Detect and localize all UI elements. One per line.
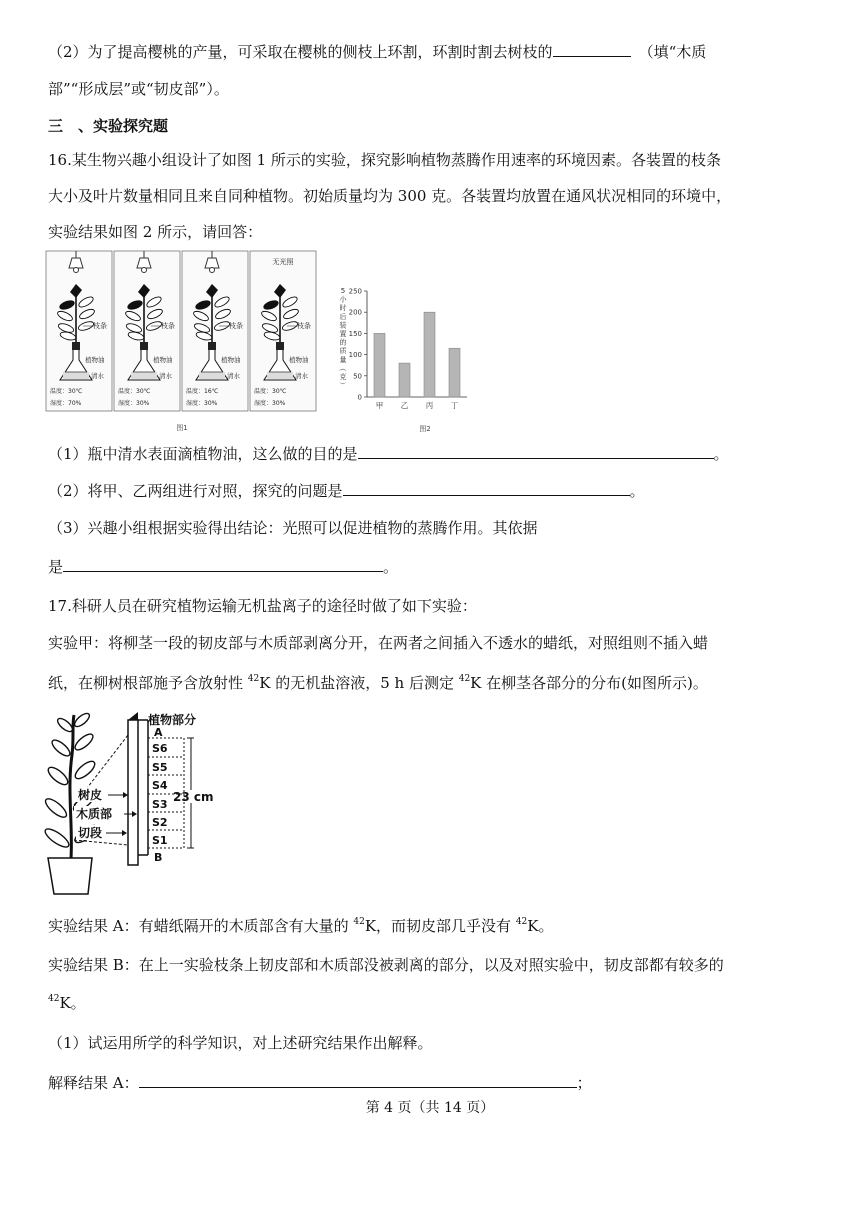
bar [374, 333, 385, 397]
q17-sub1: （1）试运用所学的科学知识，对上述研究结果作出解释。 [48, 1034, 433, 1052]
segment-label: S5 [152, 761, 168, 774]
answer-blank[interactable] [63, 556, 383, 572]
isotope-superscript: 42 [353, 917, 365, 927]
y-tick-label: 0 [357, 393, 362, 402]
oil-label: 植物油 [153, 356, 173, 364]
temperature-label: 温度：30℃ [50, 388, 83, 395]
answer-blank[interactable] [358, 443, 714, 459]
q17-explain-a [48, 1072, 592, 1093]
q17-text-b: K 的无机盐溶液，5 h 后测定 [259, 674, 459, 692]
y-axis-label-char: 量 [339, 355, 347, 364]
q15-sub2-line2: 部”“形成层”或“韧皮部”）。 [48, 80, 229, 98]
label-bark: 树皮 [78, 788, 103, 802]
branch-label: 枝条 [229, 322, 243, 330]
y-axis-label-char: 后 [339, 312, 347, 321]
no-light-label: 无光照 [272, 258, 294, 266]
y-tick-label: 150 [348, 329, 362, 338]
label-b: B [154, 851, 163, 864]
q17-stem-line3 [48, 673, 708, 693]
q17-result-b-line1: 实验结果 B：在上一实验枝条上韧皮部和木质部没被剥离的部分，以及对照实验中，韧皮部都有较多的 [48, 956, 724, 974]
x-tick-label: 丁 [450, 401, 459, 410]
isotope-superscript: 42 [515, 917, 528, 927]
q16-sub3-line1: （3）兴趣小组根据实验得出结论：光照可以促进植物的蒸腾作用。其依据 [48, 519, 538, 537]
humidity-label: 湿度：30% [118, 400, 150, 407]
isotope-superscript: 42 [48, 994, 60, 1004]
explain-a-end: ； [576, 1074, 592, 1092]
answer-blank[interactable] [343, 480, 630, 496]
q17-stem-line2: 实验甲：将柳茎一段的韧皮部与木质部剥离分开，在两者之间插入不透水的蜡纸，对照组则不插入蜡 [48, 634, 709, 652]
humidity-label: 湿度：70% [50, 400, 82, 407]
plant-stem [70, 715, 74, 858]
label-length: 23 cm [173, 790, 214, 804]
q16-sub3-text: 是 [48, 558, 64, 576]
q16-sub1 [48, 443, 729, 464]
y-tick-label: 100 [348, 351, 362, 360]
segment-label: S3 [152, 798, 168, 811]
y-tick-label: 250 [348, 287, 362, 296]
fig2-caption: 图2 [419, 425, 431, 433]
label-plant-part: 植物部分 [148, 713, 197, 727]
bark-strip [128, 720, 138, 865]
x-tick-label: 丙 [425, 401, 434, 410]
q16-stem-line1: 16.某生物兴趣小组设计了如图 1 所示的实验，探究影响植物蒸腾作用速率的环境因素。各装置的枝条 [48, 151, 721, 169]
y-axis-label-char: 装 [339, 321, 347, 330]
oil-label: 植物油 [289, 356, 309, 364]
q16-sub1-end: 。 [713, 445, 729, 463]
q17-text-a: 纸，在柳树根部施予含放射性 [48, 674, 248, 692]
setup-panel [114, 251, 180, 411]
setup-panel [250, 251, 316, 411]
q16-sub1-text: （1）瓶中清水表面滴植物油，这么做的目的是 [48, 445, 358, 463]
answer-blank[interactable] [139, 1072, 577, 1088]
label-xylem: 木质部 [76, 807, 113, 821]
section-title: 三 、实验探究题 [48, 117, 169, 135]
result-a-text-b: K，而韧皮部几乎没有 [364, 917, 516, 935]
y-axis-label-char: ） [338, 381, 347, 389]
figure2-bar-chart [335, 283, 475, 435]
branch-label: 枝条 [297, 322, 311, 330]
oil-label: 植物油 [221, 356, 241, 364]
segment-label: S2 [152, 816, 168, 829]
page-footer: 第 4 页（共 14 页） [365, 1100, 495, 1116]
label-a: A [154, 726, 163, 739]
q17-text-c: K 在柳茎各部分的分布(如图所示)。 [470, 674, 708, 692]
q15-sub2-text: （2）为了提高樱桃的产量，可采取在樱桃的侧枝上环割，环割时割去树枝的 [48, 43, 553, 61]
setup-panel [46, 251, 112, 411]
q16-stem-line2: 大小及叶片数量相同且来自同种植物。初始质量均为 300 克。各装置均放置在通风状况相同的环境中， [48, 187, 732, 205]
bar [399, 363, 410, 397]
y-axis-label-char: 质 [339, 347, 347, 356]
oil-label: 植物油 [85, 356, 105, 364]
temperature-label: 温度：30℃ [118, 388, 151, 395]
result-b-text: K。 [59, 994, 86, 1012]
humidity-label: 湿度：30% [186, 400, 218, 407]
isotope-superscript: 42 [247, 674, 260, 684]
q16-sub2-text: （2）将甲、乙两组进行对照，探究的问题是 [48, 482, 343, 500]
fig1-caption: 图1 [176, 424, 188, 432]
q16-sub2-end: 。 [629, 482, 645, 500]
y-axis-label-char: 5 [340, 287, 346, 295]
water-label: 清水 [159, 372, 172, 380]
explain-a-label: 解释结果 A： [48, 1074, 139, 1092]
y-axis-label-char: 时 [339, 304, 347, 313]
water-label: 清水 [91, 372, 104, 380]
y-axis-label-char: （ [338, 364, 347, 372]
segment-label: S1 [152, 834, 168, 847]
temperature-label: 温度：16℃ [186, 388, 219, 395]
water-label: 清水 [227, 372, 240, 380]
q17-result-a [48, 916, 553, 936]
q16-sub3-line2 [48, 556, 398, 577]
flower-pot [48, 858, 92, 894]
isotope-superscript: 42 [458, 674, 471, 684]
result-a-text-c: K。 [527, 917, 554, 935]
q16-stem-line3: 实验结果如图 2 所示，请回答： [48, 223, 263, 241]
humidity-label: 湿度：30% [254, 400, 286, 407]
y-axis-label-char: 小 [339, 295, 347, 304]
branch-label: 枝条 [93, 322, 107, 330]
q15-sub2-line1 [48, 41, 706, 62]
branch-label: 枝条 [161, 322, 175, 330]
figure1-experiment-setup [45, 250, 320, 435]
y-axis-label-char: 的 [339, 338, 347, 347]
bar [424, 312, 435, 397]
q17-plant-stem-figure [44, 710, 244, 900]
segment-label: S4 [152, 779, 168, 792]
q16-sub3-end: 。 [383, 558, 399, 576]
q15-sub2-text-b: （填“木质 [638, 43, 707, 61]
y-axis-label-char: 置 [339, 330, 347, 338]
q16-sub2 [48, 480, 645, 501]
q17-result-b-line2 [48, 993, 86, 1013]
bar [449, 348, 460, 397]
temperature-label: 温度：30℃ [254, 388, 287, 395]
setup-panel [182, 251, 248, 411]
y-tick-label: 200 [348, 308, 362, 317]
q17-stem-line1: 17.科研人员在研究植物运输无机盐离子的途径时做了如下实验： [48, 597, 477, 615]
answer-blank[interactable] [553, 41, 631, 57]
segment-label: S6 [152, 742, 168, 755]
y-axis-label-char: 克 [339, 373, 347, 381]
y-tick-label: 50 [353, 372, 362, 381]
x-tick-label: 乙 [400, 401, 409, 410]
x-tick-label: 甲 [375, 401, 384, 410]
label-cut: 切段 [78, 826, 103, 840]
result-a-text-a: 实验结果 A：有蜡纸隔开的木质部含有大量的 [48, 917, 354, 935]
water-label: 清水 [295, 372, 308, 380]
